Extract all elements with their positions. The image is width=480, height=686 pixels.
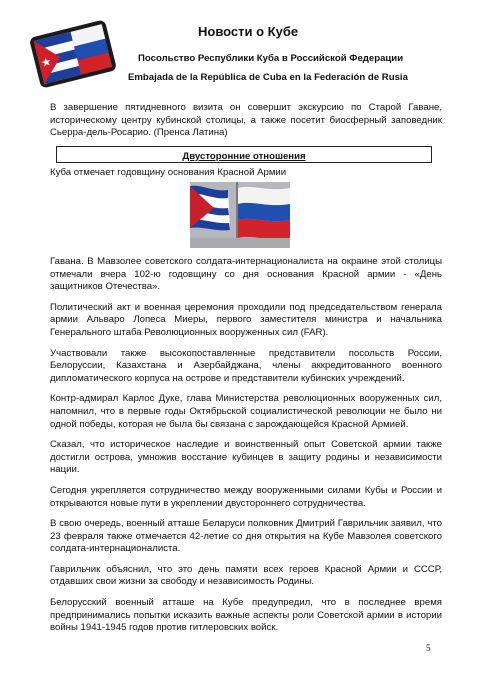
article-paragraph: Сегодня укрепляется сотрудничество между вооруженными силами Кубы и России и открываются новые пути в укреплении двустороннего сотрудничества. [50, 484, 442, 509]
article-paragraph: Белорусский военный атташе на Кубе предупредил, что в последнее время предпринимались попытки исказить важные аспекты роли Советской армии в истории войны 1941-1945 годов против гитлеровских войск. [50, 597, 442, 634]
article-paragraph: Контр-адмирал Карлос Дуке, глава Министерства революционных вооруженных сил, напомнил, что в первые годы Октябрьской социалистической революции не было ни одной победы, которая не была бы связана с зарождающейся Красной Армией. [50, 393, 442, 430]
embassy-name-ru: Посольство Республики Куба в Российской Федерации [138, 53, 404, 64]
intro-paragraph: В завершение пятидневного визита он совершит экскурсию по Старой Гаване, историческому центру кубинской столицы, а также посетит биосферный заповедник Сьерра-дель-Росарио. (Пренса Латина) [50, 102, 442, 139]
embassy-name-es: Embajada de la República de Cuba en la Federación de Rusia [128, 72, 408, 83]
article-paragraph: Гаврильчик объяснил, что это день памяти всех героев Красной Армии и СССР, отдавших свои жизни за свободу и независимость Родины. [50, 563, 442, 588]
section-header [56, 146, 432, 163]
article-paragraph: Политический акт и военная церемония проходили под председательством генерала армии Альваро Лопеса Миеры, первого заместителя министра и начальника Генерального штаба Революционных вооруженных сил (FAR). [50, 301, 442, 338]
article-body [50, 256, 442, 643]
article-headline: Куба отмечает годовщину основания Красной Армии [50, 167, 287, 178]
flags-photo [190, 182, 290, 248]
article-paragraph: Участвовали также высокопоставленные представители посольств России, Белоруссии, Казахстана и Азербайджана, члены аккредитованного военного дипломатического корпуса на острове и представители кубинских учреждений. [50, 347, 442, 384]
flags-logo [30, 18, 116, 90]
article-paragraph: Гавана. В Мавзолее советского солдата-интернационалиста на окраине этой столицы отмечали вчера 102-ю годовщину со дня основания Красной армии - «День защитников Отечества». [50, 256, 442, 293]
newsletter-title: Новости о Кубе [198, 24, 299, 39]
article-paragraph: Сказал, что историческое наследие и воинственный опыт Советской армии также достигли острова, умножив восстание кубинцев в защиту родины и независимости нации. [50, 439, 442, 476]
page-number: 5 [426, 643, 431, 653]
section-title: Двусторонние отношения [182, 151, 306, 162]
article-paragraph: В свою очередь, военный атташе Беларуси полковник Дмитрий Гаврильчик заявил, что 23 февраля также отмечается 42-летие со дня открытия на Кубе Мавзолея советского солдата-интернационалиста. [50, 518, 442, 555]
